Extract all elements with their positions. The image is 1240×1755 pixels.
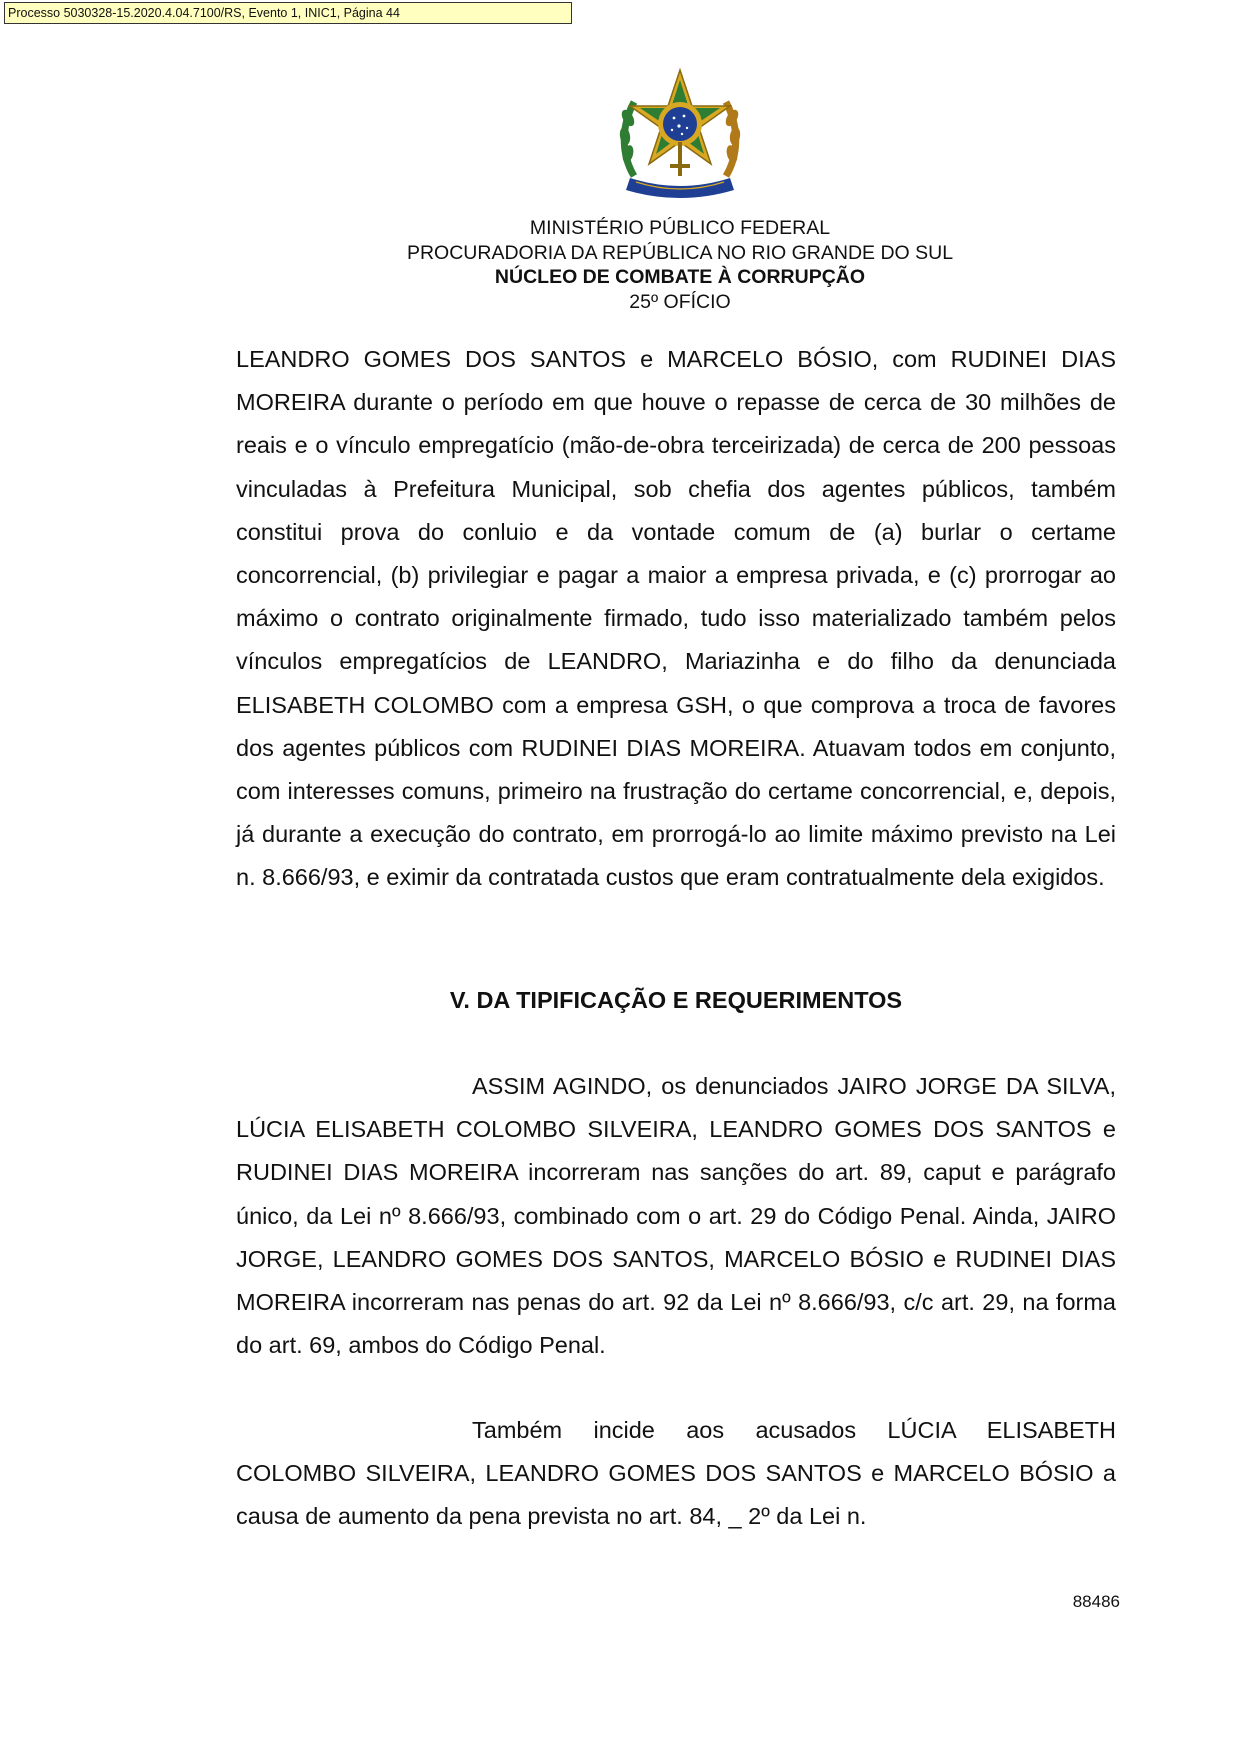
brazil-coat-of-arms-icon <box>612 66 748 202</box>
paragraph-3: Também incide aos acusados LÚCIA ELISABETH COLOMBO SILVEIRA, LEANDRO GOMES DOS SANTOS e MARCELO BÓSIO a causa de aumento da pena prevista no art. 84, _ 2º da Lei n. <box>236 1417 1116 1530</box>
header-ministry: MINISTÉRIO PÚBLICO FEDERAL <box>529 217 831 239</box>
header-nucleo: NÚCLEO DE COMBATE À CORRUPÇÃO <box>494 266 866 288</box>
process-stamp: Processo 5030328-15.2020.4.04.7100/RS, Evento 1, INIC1, Página 44 <box>4 2 572 24</box>
header-procuradoria: PROCURADORIA DA REPÚBLICA NO RIO GRANDE DO SUL <box>406 241 954 264</box>
header-oficio: 25º OFÍCIO <box>629 290 731 313</box>
page-number: 88486 <box>1072 1592 1120 1611</box>
document-header <box>300 216 1060 314</box>
section-title: V. DA TIPIFICAÇÃO E REQUERIMENTOS <box>449 987 903 1013</box>
paragraph-2: ASSIM AGINDO, os denunciados JAIRO JORGE DA SILVA, LÚCIA ELISABETH COLOMBO SILVEIRA, LEANDRO GOMES DOS SANTOS e RUDINEI DIAS MOREIRA incorreram nas sanções do art. 89, caput e parágrafo único, da Lei nº 8.666/93, combinado com o art. 29 do Código Penal. Ainda, JAIRO JORGE, LEANDRO GOMES DOS SANTOS, MARCELO BÓSIO e RUDINEI DIAS MOREIRA incorreram nas penas do art. 92 da Lei nº 8.666/93, c/c art. 29, na forma do art. 69, ambos do Código Penal. <box>236 1073 1116 1359</box>
paragraph-1: LEANDRO GOMES DOS SANTOS e MARCELO BÓSIO, com RUDINEI DIAS MOREIRA durante o período em que houve o repasse de cerca de 30 milhões de reais e o vínculo empregatício (mão-de-obra terceirizada) de cerca de 200 pessoas vinculadas à Prefeitura Municipal, sob chefia dos agentes públicos, também constitui prova do conluio e da vontade comum de (a) burlar o certame concorrencial, (b) privilegiar e pagar a maior a empresa privada, e (c) prorrogar ao máximo o contrato originalmente firmado, tudo isso materializado também pelos vínculos empregatícios de LEANDRO, Mariazinha e do filho da denunciada ELISABETH COLOMBO com a empresa GSH, o que comprova a troca de favores dos agentes públicos com RUDINEI DIAS MOREIRA. Atuavam todos em conjunto, com interesses comuns, primeiro na frustração do certame concorrencial, e, depois, já durante a execução do contrato, em prorrogá-lo ao limite máximo previsto na Lei n. 8.666/93, e eximir da contratada custos que eram contratualmente dela exigidos. <box>236 346 1116 891</box>
